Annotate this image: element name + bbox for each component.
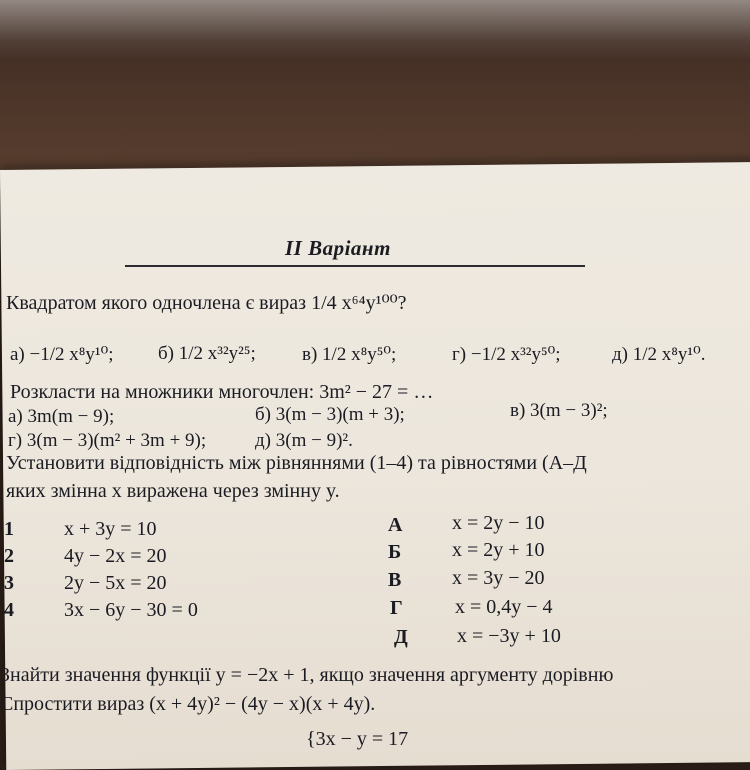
answer-text: x = −3y + 10 [457,625,561,647]
answer-letter: Д [394,626,408,648]
answer-letter: В [388,569,402,591]
q1-option-a: а) −1/2 x⁸y¹⁰; [10,344,114,365]
q2-option-c: в) 3(m − 3)²; [510,400,608,421]
equation-number: 2 [4,545,14,567]
title-underline [125,265,585,267]
answer-letter: А [388,514,403,536]
answer-text: x = 3y − 20 [452,567,545,589]
answer-letter: Б [388,541,402,563]
equation-number: 1 [4,518,14,540]
q2-option-d: г) 3(m − 3)(m² + 3m + 9); [8,430,207,451]
q1-option-d: г) −1/2 x³²y⁵⁰; [452,344,561,365]
variant-title: II Варіант [285,236,391,260]
equation-text: 4y − 2x = 20 [64,545,167,567]
equation-text: x + 3y = 10 [64,518,157,540]
q1-question: Квадратом якого одночлена є вираз 1/4 x⁶⁴y¹⁰⁰? [6,292,407,314]
q2-option-a: а) 3m(m − 9); [8,406,115,427]
q3-instruction-line1: Установити відповідність між рівняннями (1–4) та рівностями (А–Д [6,452,587,474]
equation-text: 3x − 6y − 30 = 0 [64,599,198,621]
q5-text: Спростити вираз (x + 4y)² − (4y − x)(x + 4y). [0,693,376,715]
q1-option-e: д) 1/2 x⁸y¹⁰. [612,344,706,365]
equation-number: 4 [4,599,14,621]
equation-text: 2y − 5x = 20 [64,572,167,594]
q6-system-line: {3x − y = 17 [306,728,409,750]
q2-question: Розкласти на множники многочлен: 3m² − 27 = … [10,381,434,403]
equation-number: 3 [4,572,14,594]
q1-option-c: в) 1/2 x⁸y⁵⁰; [302,344,397,365]
q4-text: Знайти значення функції y = −2x + 1, якщо значення аргументу дорівню [0,664,614,686]
answer-letter: Г [390,597,403,619]
answer-text: x = 2y + 10 [452,539,545,561]
answer-text: x = 2y − 10 [452,512,545,534]
answer-text: x = 0,4y − 4 [455,596,553,618]
q2-option-e: д) 3(m − 9)². [255,430,353,451]
q1-option-b: б) 1/2 x³²y²⁵; [158,343,256,364]
q2-option-b: б) 3(m − 3)(m + 3); [255,404,405,425]
q3-instruction-line2: яких змінна x виражена через змінну y. [6,480,340,502]
